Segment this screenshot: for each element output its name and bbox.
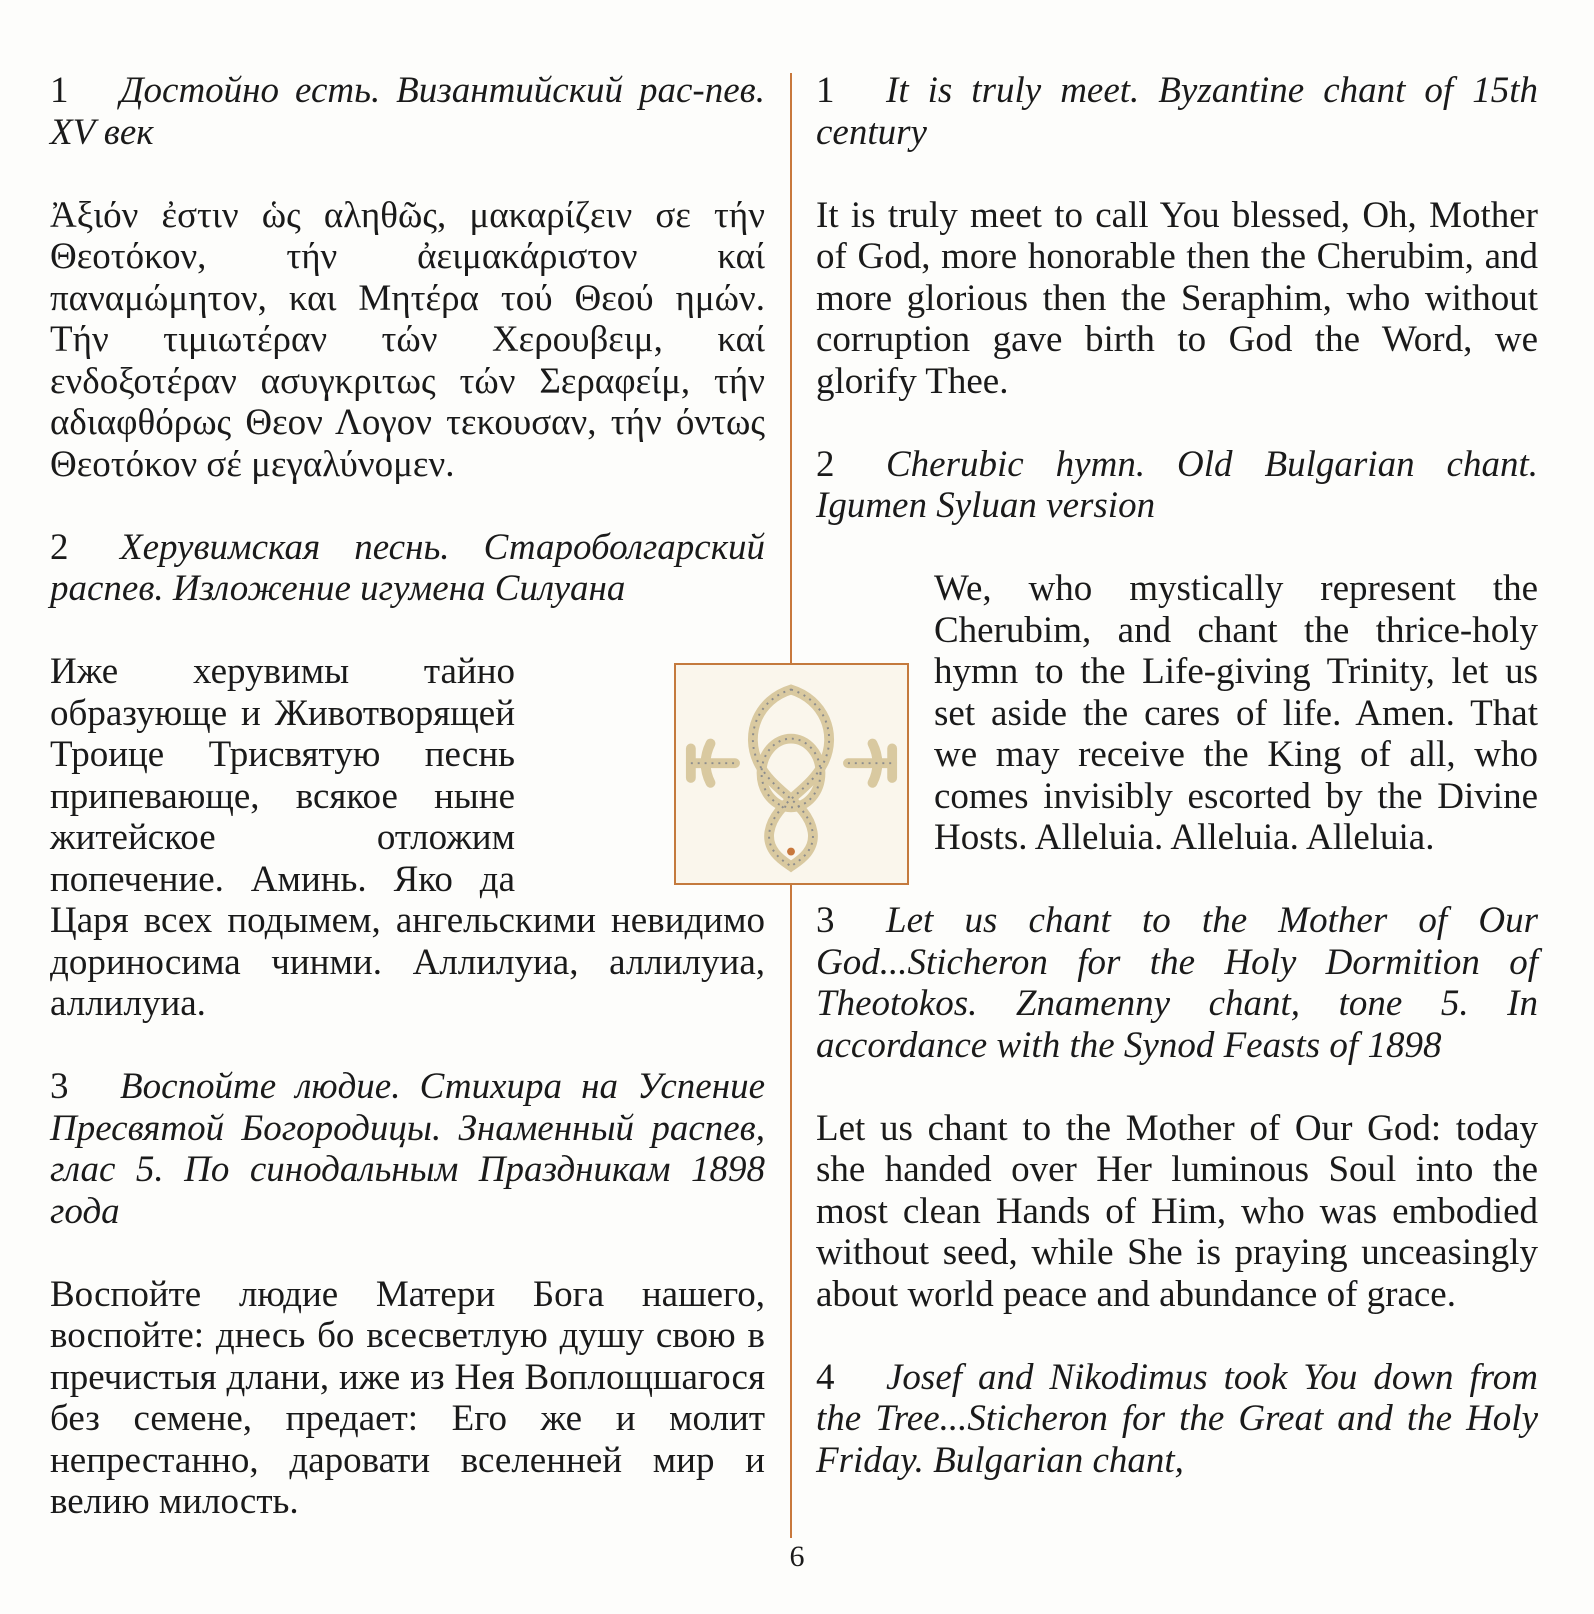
track-3-text-en: Let us chant to the Mother of Our God: today she handed over Her luminous Soul into the most clean Hands of Him, who was embodied without seed, while She is praying unceasingly about world peace and abundance of grace. bbox=[816, 1107, 1538, 1315]
track-2-title-ru: 2 Херувимская песнь. Староболгарский распев. Изложение игумена Силуана bbox=[50, 526, 765, 609]
right-column-english bbox=[816, 70, 1538, 1523]
track-3-title-ru: 3 Воспойте людие. Стихира на Успение Пресвятой Богородицы. Знаменный распев, глас 5. По синодальным Праздникам 1898 года bbox=[50, 1066, 765, 1232]
left-column-russian bbox=[50, 70, 765, 1564]
track-4-title-en: 4 Josef and Nikodimus took You down from the Tree...Sticheron for the Great and the Holy Friday. Bulgarian chant, bbox=[816, 1356, 1538, 1481]
celtic-knot-cross-icon bbox=[676, 665, 907, 883]
track-1-text-en: It is truly meet to call You blessed, Oh, Mother of God, more honorable then the Cherubim, and more glorious then the Seraphim, who without corruption gave birth to God the Word, we glorify Thee. bbox=[816, 194, 1538, 402]
ornament-frame bbox=[674, 663, 909, 885]
track-2-text-en: We, who mystically represent the Cherubim, and chant the thrice-holy hymn to the Life-giving Trinity, let us set aside the cares of life. Amen. That we may receive the King of all, who comes invisibly escorted by the Divine Hosts. Alleluia. Alleluia. Alleluia. bbox=[934, 568, 1538, 858]
track-1-title-ru: 1 Достойно есть. Византийский рас-пев. XV век bbox=[50, 70, 765, 153]
track-1-title-en: 1 It is truly meet. Byzantine chant of 15th century bbox=[816, 70, 1538, 153]
page-number: 6 bbox=[789, 1540, 805, 1573]
track-3-text-ru: Воспойте людие Матери Бога нашего, воспойте: днесь бо всесветлую душу свою в пречистыя длани, иже из Нея Воплощшагося без семене, предает: Его же и молит непрестанно, даровати вселенней мир и велию милость. bbox=[50, 1273, 765, 1522]
track-2-title-en: 2 Cherubic hymn. Old Bulgarian chant. Igumen Syluan version bbox=[816, 443, 1538, 526]
track-3-title-en: 3 Let us chant to the Mother of Our God...Sticheron for the Holy Dormition of Theotokos. Znamenny chant, tone 5. In accordance with the Synod Feasts of 1898 bbox=[816, 900, 1538, 1066]
track-1-text-greek: Ἀξιόν ἐστιν ὡς αληθῶς, μακαρίζειν σε τήν Θεοτόκον, τήν ἀειμακάριστον καί παναμώμητον, και Μητέρα τού Θεού ημών. Τήν τιμιωτέραν τών Χερουβειμ, καί ενδοξοτέραν ασυγκριτως τών Σεραφείμ, τήν αδιαφθόρως Θεον Λογον τεκουσαν, τήν όντως Θεοτόκον σέ μεγαλύνομεν. bbox=[50, 194, 765, 485]
track-2-text-ru: Иже херувимы тайно образующе и Животворящей Троице Трисвятую песнь припевающе, всякое ныне житейское отложим попечение. Аминь. Яко да Царя всех подымем, ангельскими невидимо дориносима чинми. Аллилуиа, аллилуиа, аллилуиа. bbox=[50, 651, 765, 1024]
